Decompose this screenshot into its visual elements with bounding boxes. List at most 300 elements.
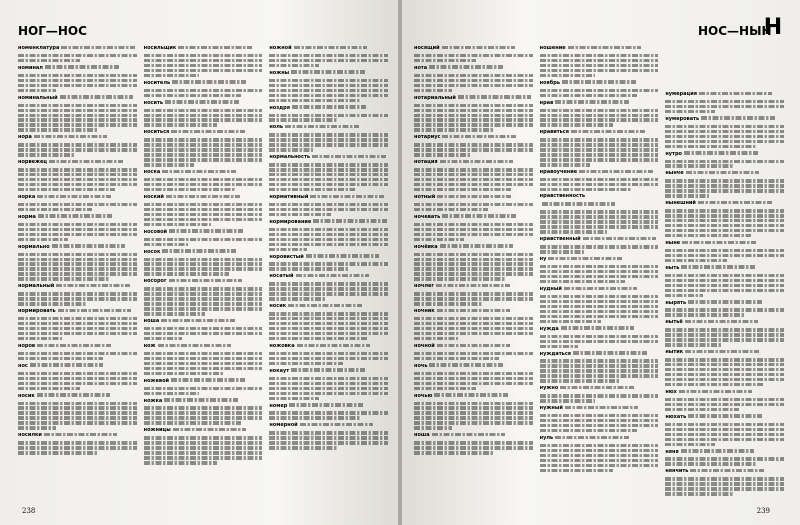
- definition-text-line: [540, 245, 659, 248]
- definition-text-line: [414, 272, 533, 275]
- entry-headword: нынешний: [665, 199, 696, 206]
- definition-text-line: [269, 143, 388, 146]
- definition-text-line: [269, 173, 388, 176]
- definition-text-line: [269, 337, 366, 340]
- definition-text-line: [429, 65, 503, 68]
- definition-text-line: [18, 387, 80, 390]
- dictionary-entry: [144, 79, 263, 97]
- entry-headword: нравственный: [539, 236, 581, 243]
- dictionary-entry: [665, 448, 784, 466]
- entry-headword: нуждаться: [539, 350, 572, 357]
- definition-text-line: [414, 297, 533, 300]
- dictionary-entry: [269, 342, 388, 365]
- definition-text-line: [144, 367, 263, 370]
- definition-text-line: [144, 74, 200, 77]
- definition-text-line: [665, 105, 784, 108]
- definition-text-line: [414, 372, 533, 375]
- definition-text-line: [18, 357, 103, 360]
- definition-text-line: [540, 215, 659, 218]
- definition-text-line: [269, 233, 388, 236]
- definition-text-line: [665, 209, 784, 212]
- definition-text-line: [414, 143, 533, 146]
- definition-text-line: [18, 114, 137, 117]
- definition-text-line: [269, 352, 388, 355]
- definition-text-line: [144, 148, 263, 151]
- entry-headword: нотный: [414, 193, 436, 200]
- definition-text-line: [414, 59, 476, 62]
- definition-text-line: [414, 258, 533, 261]
- definition-text-line: [665, 164, 733, 167]
- left-page-columns: [18, 44, 388, 503]
- entry-headword: ножны: [269, 69, 290, 76]
- definition-text-line: [540, 280, 625, 283]
- entry-headword: нужда: [539, 325, 559, 332]
- entry-headword: нуль: [539, 434, 554, 441]
- dictionary-entry: [144, 377, 263, 395]
- entry-headword: нора: [18, 134, 32, 141]
- definition-text-line: [555, 436, 629, 439]
- definition-text-line: [414, 238, 464, 241]
- entry-headword: нравиться: [539, 129, 569, 136]
- definition-text-line: [291, 368, 365, 371]
- definition-text-line: [296, 274, 370, 277]
- definition-text-line: [18, 84, 137, 87]
- left-column-3: [269, 44, 388, 503]
- dictionary-entry: [665, 150, 784, 168]
- definition-text-line: [540, 364, 659, 367]
- definition-text-line: [18, 441, 137, 444]
- definition-text-line: [144, 362, 263, 365]
- definition-text-line: [698, 201, 772, 204]
- definition-text-line: [414, 84, 533, 87]
- definition-text-line: [665, 408, 739, 411]
- definition-text-line: [540, 419, 659, 422]
- definition-text-line: [665, 145, 756, 148]
- entry-headword: нормирование: [269, 218, 312, 225]
- definition-text-line: [269, 382, 388, 385]
- definition-text-line: [414, 183, 533, 186]
- definition-text-line: [18, 183, 137, 186]
- definition-text-line: [458, 95, 532, 98]
- definition-text-line: [144, 258, 263, 261]
- definition-text-line: [414, 352, 533, 355]
- definition-text-line: [173, 428, 247, 431]
- definition-text-line: [269, 64, 319, 67]
- definition-text-line: [436, 284, 510, 287]
- definition-text-line: [269, 84, 388, 87]
- definition-text-line: [18, 238, 68, 241]
- definition-text-line: [269, 392, 388, 395]
- entry-headword: носильщик: [143, 44, 177, 51]
- definition-text-line: [18, 208, 92, 211]
- definition-text-line: [540, 89, 659, 92]
- definition-text-line: [171, 378, 245, 381]
- definition-text-line: [18, 118, 137, 121]
- definition-text-line: [665, 438, 784, 441]
- definition-text-line: [540, 183, 659, 186]
- definition-text-line: [429, 363, 503, 366]
- definition-text-line: [564, 287, 638, 290]
- definition-text-line: [144, 218, 263, 221]
- entry-headword: ныне: [665, 239, 681, 246]
- definition-text-line: [540, 94, 637, 97]
- dictionary-entry: [540, 285, 659, 323]
- definition-text-line: [665, 234, 750, 237]
- definition-text-line: [414, 203, 533, 206]
- entry-headword: ноша: [143, 317, 160, 324]
- definition-text-line: [18, 416, 137, 419]
- definition-text-line: [540, 295, 659, 298]
- left-column-1: [18, 44, 137, 503]
- dictionary-entry: [144, 317, 263, 340]
- dictionary-entry: [18, 362, 137, 390]
- definition-text-line: [269, 183, 388, 186]
- entry-headword: нюх: [665, 388, 677, 395]
- definition-text-line: [166, 195, 240, 198]
- entry-headword: ноль: [269, 124, 284, 131]
- definition-text-line: [686, 171, 760, 174]
- definition-text-line: [540, 225, 659, 228]
- definition-text-line: [540, 449, 659, 452]
- definition-text-line: [540, 275, 659, 278]
- definition-text-line: [561, 326, 635, 329]
- right-column-3: [665, 44, 784, 503]
- definition-text-line: [269, 416, 360, 419]
- definition-text-line: [540, 158, 659, 161]
- definition-text-line: [313, 219, 387, 222]
- definition-text-line: [414, 402, 533, 405]
- definition-text-line: [144, 406, 263, 409]
- definition-text-line: [414, 168, 533, 171]
- dictionary-entry: [414, 392, 533, 430]
- definition-text-line: [18, 168, 137, 171]
- dictionary-entry: [18, 133, 137, 156]
- definition-text-line: [144, 163, 194, 166]
- definition-text-line: [18, 74, 137, 77]
- entry-headword: ночевать: [414, 213, 441, 220]
- definition-text-line: [665, 378, 784, 381]
- entry-headword: нрав: [539, 99, 554, 106]
- entry-headword: нос: [18, 362, 28, 369]
- definition-text-line: [144, 446, 263, 449]
- definition-text-line: [414, 173, 533, 176]
- definition-text-line: [18, 128, 98, 131]
- definition-text-line: [665, 492, 733, 495]
- definition-text-line: [690, 469, 764, 472]
- definition-text-line: [665, 308, 784, 311]
- dictionary-entry: [144, 228, 263, 246]
- definition-text-line: [144, 416, 263, 419]
- definition-text-line: [442, 214, 516, 217]
- entry-headword: нравоучение: [539, 168, 578, 175]
- entry-headword: номенклатура: [18, 44, 60, 51]
- definition-text-line: [560, 386, 634, 389]
- dictionary-entry: [665, 90, 784, 113]
- definition-text-line: [306, 254, 380, 257]
- definition-text-line: [665, 358, 784, 361]
- definition-text-line: [540, 250, 584, 253]
- definition-text-line: [414, 382, 533, 385]
- dictionary-entry: [18, 213, 137, 241]
- entry-headword: номерной: [269, 422, 298, 429]
- definition-text-line: [291, 70, 365, 73]
- entry-headword: носик: [18, 392, 35, 399]
- definition-text-line: [18, 272, 137, 275]
- definition-text-line: [144, 143, 263, 146]
- definition-text-line: [294, 46, 368, 49]
- definition-text-line: [18, 148, 137, 151]
- definition-text-line: [685, 350, 759, 353]
- entry-headword: нутро: [665, 150, 682, 157]
- definition-text-line: [144, 243, 188, 246]
- definition-text-line: [144, 213, 263, 216]
- entry-headword: нюхать: [665, 413, 687, 420]
- definition-text-line: [18, 337, 62, 340]
- dictionary-entry: [665, 413, 784, 446]
- definition-text-line: [144, 441, 263, 444]
- definition-text-line: [18, 322, 137, 325]
- entry-headword: ну: [539, 255, 547, 262]
- definition-text-line: [414, 446, 533, 449]
- definition-text-line: [540, 335, 659, 338]
- definition-text-line: [269, 188, 354, 191]
- definition-text-line: [688, 414, 762, 417]
- definition-text-line: [540, 359, 659, 362]
- definition-text-line: [144, 109, 263, 112]
- definition-text-line: [555, 100, 629, 103]
- dictionary-entry: [144, 168, 263, 191]
- definition-text-line: [144, 307, 263, 310]
- definition-text-line: [269, 148, 313, 151]
- dictionary-entry: [18, 392, 137, 430]
- entry-headword: нытик: [665, 348, 684, 355]
- definition-text-line: [269, 436, 388, 439]
- definition-text-line: [144, 411, 263, 414]
- definition-text-line: [414, 426, 452, 429]
- definition-text-line: [665, 284, 784, 287]
- entry-headword: ночёвка: [414, 243, 438, 250]
- definition-text-line: [414, 337, 458, 340]
- dictionary-entry: [18, 243, 137, 281]
- entry-headword: носилки: [18, 432, 42, 439]
- definition-text-line: [144, 327, 263, 330]
- definition-text-line: [665, 477, 784, 480]
- definition-text-line: [414, 302, 482, 305]
- definition-text-line: [665, 368, 784, 371]
- definition-text-line: [665, 482, 784, 485]
- definition-text-line: [288, 304, 362, 307]
- definition-text-line: [144, 421, 241, 424]
- left-page-running-header: НОГ—НОС: [18, 24, 87, 38]
- definition-text-line: [312, 155, 386, 158]
- definition-text-line: [18, 228, 137, 231]
- definition-text-line: [540, 54, 659, 57]
- entry-headword: носовой: [143, 228, 168, 235]
- dictionary-entry: [18, 307, 137, 340]
- dictionary-entry: [269, 69, 388, 102]
- entry-headword: ношение: [539, 44, 566, 51]
- definition-text-line: [310, 195, 384, 198]
- definition-text-line: [414, 188, 511, 191]
- definition-text-line: [18, 79, 137, 82]
- definition-text-line: [269, 362, 343, 365]
- definition-text-line: [56, 284, 130, 287]
- entry-headword: номинальный: [18, 94, 58, 101]
- definition-text-line: [665, 125, 784, 128]
- definition-text-line: [540, 374, 659, 377]
- entry-headword: носатый: [269, 273, 294, 280]
- entry-headword: номинал: [18, 64, 43, 71]
- definition-text-line: [684, 151, 758, 154]
- dictionary-entry: [269, 104, 388, 122]
- definition-text-line: [414, 327, 533, 330]
- right-column-1: [414, 44, 533, 503]
- definition-text-line: [269, 178, 388, 181]
- dictionary-entry: [144, 426, 263, 464]
- dictionary-entry: [540, 350, 659, 383]
- definition-text-line: [548, 257, 622, 260]
- definition-text-line: [144, 387, 263, 390]
- definition-text-line: [540, 310, 659, 313]
- definition-text-line: [269, 387, 388, 390]
- definition-text-line: [300, 423, 374, 426]
- definition-text-line: [144, 332, 263, 335]
- definition-text-line: [571, 130, 645, 133]
- definition-text-line: [414, 128, 494, 131]
- definition-text-line: [414, 277, 505, 280]
- dictionary-entry: [540, 404, 659, 432]
- definition-text-line: [432, 433, 506, 436]
- definition-text-line: [583, 237, 657, 240]
- definition-text-line: [681, 449, 755, 452]
- definition-text-line: [568, 46, 642, 49]
- dictionary-entry: [540, 325, 659, 348]
- definition-text-line: [540, 469, 614, 472]
- definition-text-line: [269, 243, 388, 246]
- definition-text-line: [18, 59, 80, 62]
- definition-text-line: [269, 327, 388, 330]
- dictionary-entry: [18, 94, 137, 132]
- definition-text-line: [18, 426, 56, 429]
- definition-text-line: [38, 214, 112, 217]
- dictionary-entry: [18, 44, 137, 62]
- dictionary-entry: [665, 318, 784, 346]
- definition-text-line: [665, 398, 784, 401]
- dictionary-entry: [414, 342, 533, 360]
- right-page-number: 239: [756, 507, 770, 515]
- definition-text-line: [269, 248, 307, 251]
- definition-text-line: [269, 312, 388, 315]
- definition-text-line: [540, 300, 659, 303]
- definition-text-line: [269, 282, 388, 285]
- dictionary-entry: [414, 243, 533, 281]
- definition-text-line: [665, 343, 721, 346]
- definition-text-line: [18, 372, 137, 375]
- entry-headword: нумерация: [665, 90, 697, 97]
- definition-text-line: [665, 333, 784, 336]
- definition-text-line: [540, 369, 659, 372]
- definition-text-line: [144, 94, 241, 97]
- definition-text-line: [285, 125, 359, 128]
- definition-text-line: [665, 383, 762, 386]
- definition-text-line: [269, 213, 331, 216]
- definition-text-line: [665, 403, 784, 406]
- definition-text-line: [18, 302, 86, 305]
- entry-headword: нравственность: [539, 192, 586, 199]
- dictionary-entry: [414, 158, 533, 191]
- definition-text-line: [540, 64, 659, 67]
- definition-text-line: [144, 203, 263, 206]
- definition-text-line: [665, 338, 784, 341]
- definition-text-line: [679, 390, 753, 393]
- definition-text-line: [269, 208, 388, 211]
- definition-text-line: [144, 69, 263, 72]
- dictionary-entry: [665, 388, 784, 411]
- entry-headword: норвежец: [18, 158, 48, 165]
- definition-text-line: [414, 228, 533, 231]
- entry-headword: ночлег: [414, 283, 434, 290]
- definition-text-line: [269, 446, 337, 449]
- definition-text-line: [30, 363, 104, 366]
- definition-text-line: [144, 436, 263, 439]
- definition-text-line: [18, 421, 137, 424]
- definition-text-line: [61, 46, 135, 49]
- definition-text-line: [52, 244, 126, 247]
- definition-text-line: [665, 462, 756, 465]
- definition-text-line: [665, 259, 727, 262]
- dictionary-entry: [414, 193, 533, 211]
- definition-text-line: [573, 351, 647, 354]
- entry-headword: нырять: [665, 299, 687, 306]
- definition-text-line: [18, 233, 137, 236]
- entry-headword: ночник: [414, 307, 435, 314]
- definition-text-line: [665, 274, 784, 277]
- definition-text-line: [269, 238, 388, 241]
- definition-text-line: [269, 59, 388, 62]
- definition-text-line: [540, 118, 659, 121]
- definition-text-line: [665, 135, 784, 138]
- definition-text-line: [269, 94, 388, 97]
- definition-text-line: [18, 109, 137, 112]
- entry-headword: ночной: [414, 342, 435, 349]
- dictionary-entry: [414, 64, 533, 92]
- definition-text-line: [269, 163, 388, 166]
- definition-text-line: [269, 228, 388, 231]
- entry-headword: носок: [143, 248, 161, 255]
- definition-text-line: [665, 140, 784, 143]
- definition-text-line: [18, 203, 137, 206]
- definition-text-line: [665, 487, 784, 490]
- definition-text-line: [540, 59, 659, 62]
- definition-text-line: [434, 393, 508, 396]
- definition-text-line: [540, 414, 659, 417]
- definition-text-line: [144, 64, 263, 67]
- definition-text-line: [414, 118, 533, 121]
- dictionary-entry: [144, 44, 263, 77]
- dictionary-entry: [665, 115, 784, 148]
- definition-text-line: [542, 202, 616, 205]
- definition-text-line: [37, 195, 111, 198]
- entry-headword: ножовка: [269, 342, 295, 349]
- definition-text-line: [144, 392, 200, 395]
- entry-headword: нота: [414, 64, 428, 71]
- dictionary-entry: [269, 302, 388, 340]
- definition-text-line: [665, 254, 784, 257]
- definition-text-line: [144, 118, 263, 121]
- dictionary-entry: [144, 248, 263, 276]
- definition-text-line: [414, 153, 470, 156]
- dictionary-entry: [269, 153, 388, 191]
